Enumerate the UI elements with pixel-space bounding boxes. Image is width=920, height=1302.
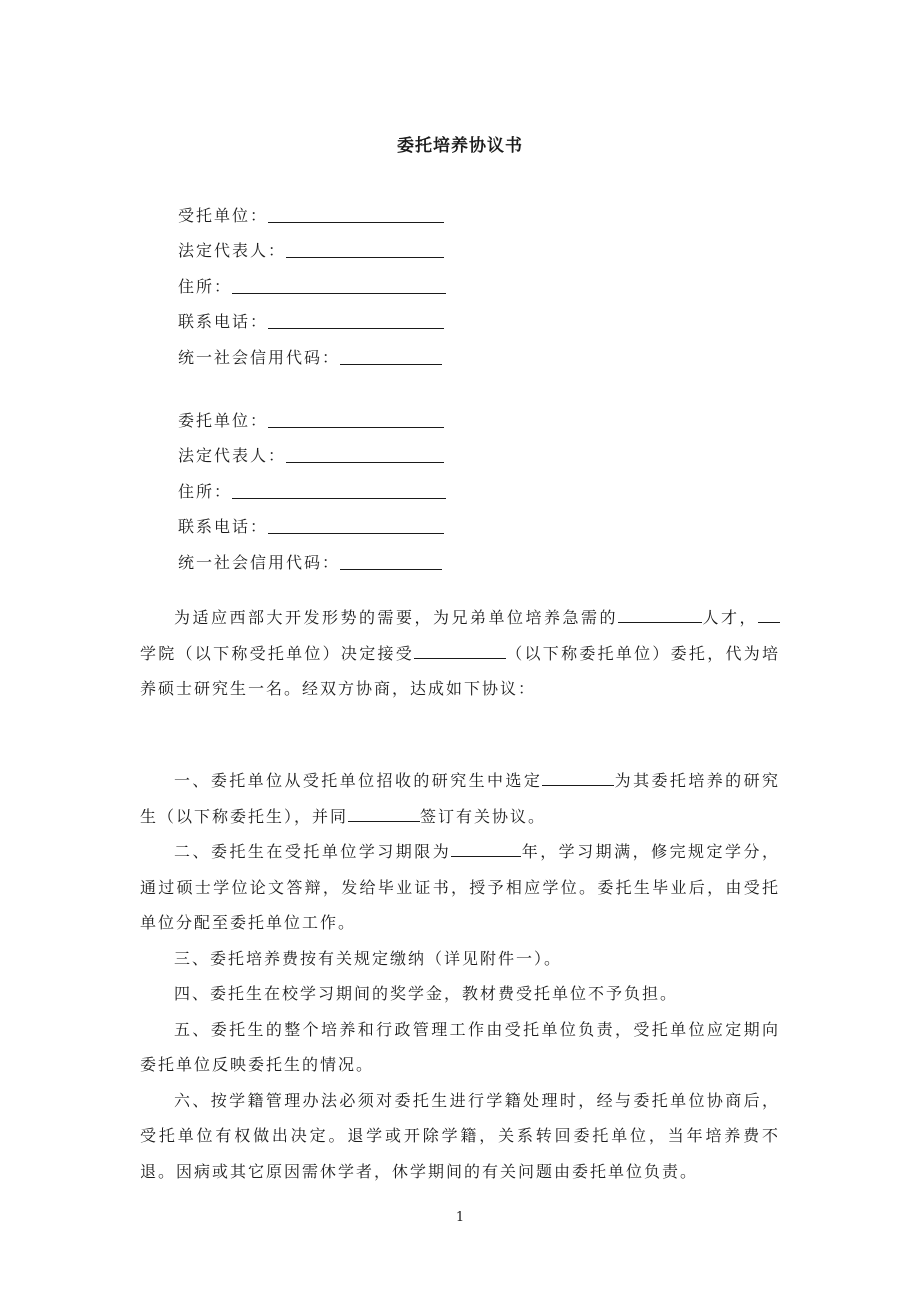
intro-text-2: 人才， [701, 608, 758, 627]
trustor-phone-label: 联系电话： [178, 517, 269, 536]
trustee-phone-field [178, 297, 478, 333]
trustor-credit-field [178, 537, 478, 573]
trustor-credit-label: 统一社会信用代码： [178, 552, 341, 572]
study-years-blank[interactable] [451, 840, 521, 857]
clause-3: 三、委托培养费按有关规定缴纳（详见附件一）。 [174, 948, 563, 968]
trustor-unit-field [178, 395, 478, 431]
student-name-blank[interactable] [542, 769, 614, 786]
clause-5: 五、委托生的整个培养和行政管理工作由受托单位负责，受托单位应定期向委托单位反映委托生的情况。 [140, 1019, 780, 1074]
talent-field-blank[interactable] [618, 606, 702, 623]
trustor-unit-label: 委托单位： [178, 410, 269, 430]
clause-2 [140, 834, 780, 941]
document-title: 委托培养协议书 [397, 136, 523, 156]
trustor-address-field [178, 466, 478, 502]
clause-2-text-a: 二、委托生在受托单位学习期限为 [174, 842, 452, 861]
clause-1-text-b: 为其委托培养的研究生（以下称委托生），并同 [140, 771, 780, 826]
clause-4: 四、委托生在校学习期间的奖学金，教材费受托单位不予负担。 [174, 984, 679, 1003]
clause-1-text-a: 一、委托单位从受托单位招收的研究生中选定 [174, 771, 543, 790]
trustee-unit-field [178, 190, 478, 226]
trustee-rep-label: 法定代表人： [178, 241, 287, 260]
trustee-credit-label: 统一社会信用代码： [178, 347, 341, 367]
agreement-party-blank[interactable] [348, 805, 420, 822]
trustor-phone-field [178, 502, 478, 538]
trustee-unit-blank[interactable] [268, 208, 444, 223]
trustor-credit-blank[interactable] [340, 555, 442, 570]
trustee-rep-blank[interactable] [286, 243, 444, 258]
clause-1 [140, 763, 780, 834]
college-name-blank[interactable] [758, 606, 780, 623]
clause-6: 六、按学籍管理办法必须对委托生进行学籍处理时，经与委托单位协商后，受托单位有权做出决定。退学或开除学籍，关系转回委托单位，当年培养费不退。因病或其它原因需休学者，休学期间的有关问题由委托单位负责。 [140, 1090, 780, 1181]
trustee-info-block [178, 190, 478, 368]
trustee-rep-field [178, 226, 478, 262]
trustee-address-blank[interactable] [232, 279, 446, 294]
trustee-credit-field [178, 332, 478, 368]
clause-1-text-c: 签订有关协议。 [420, 806, 547, 826]
trustor-address-blank[interactable] [232, 484, 446, 499]
trustee-phone-label: 联系电话： [178, 312, 269, 331]
page-number: 1 [455, 1210, 465, 1225]
intro-section [140, 600, 780, 707]
trustor-address-label: 住所： [178, 481, 233, 501]
trustor-info-block [178, 395, 478, 573]
trustor-unit-blank[interactable] [268, 413, 444, 428]
trustor-phone-blank[interactable] [268, 519, 444, 534]
trustee-unit-label: 受托单位： [178, 205, 269, 225]
intro-text-4: （以下称委托单位）委托，代为培养硕士研究生一名。经双方协商，达成如下协议： [140, 643, 780, 698]
trustor-rep-field [178, 431, 478, 467]
trustee-phone-blank[interactable] [268, 314, 444, 329]
trustee-address-field [178, 261, 478, 297]
trustor-rep-label: 法定代表人： [178, 446, 287, 465]
trustor-name-blank[interactable] [414, 642, 506, 659]
trustor-rep-blank[interactable] [286, 448, 444, 463]
clauses-section [140, 763, 780, 1189]
clause-2-text-b: 年，学习期满，修完规定学分，通过硕士学位论文答辩，发给毕业证书，授予相应学位。委托生毕业后，由受托单位分配至委托单位工作。 [140, 842, 780, 932]
trustee-address-label: 住所： [178, 276, 233, 296]
intro-text-1: 为适应西部大开发形势的需要，为兄弟单位培养急需的 [174, 608, 618, 627]
intro-paragraph [140, 600, 780, 707]
intro-text-3: 学院（以下称受托单位）决定接受 [140, 643, 414, 663]
trustee-credit-blank[interactable] [340, 350, 442, 365]
